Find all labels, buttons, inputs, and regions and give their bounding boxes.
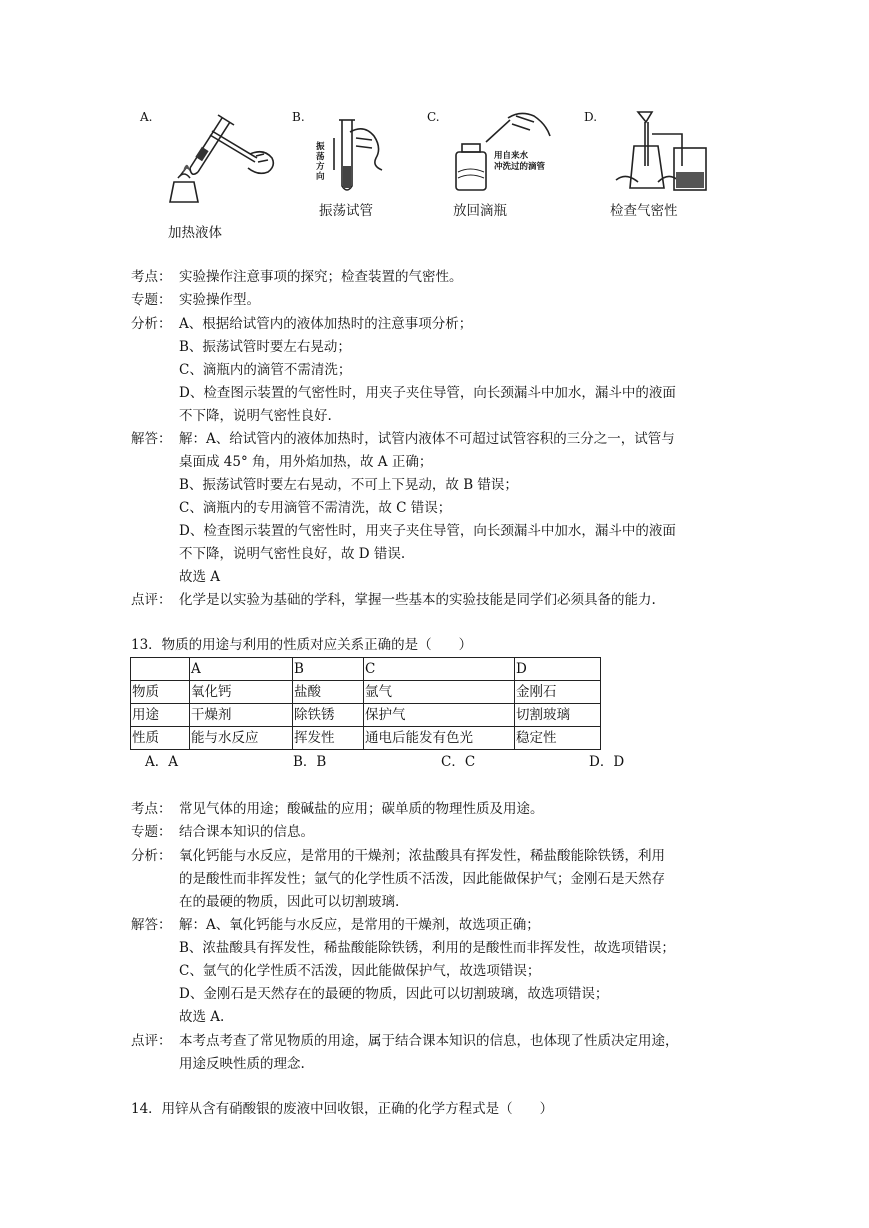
q12-jieda-line: 不下降，说明气密性良好，故 D 错误. <box>179 546 406 562</box>
dropper-label-line2: 冲洗过的滴管 <box>494 162 546 172</box>
q12-zhuanti-text: 实验操作型。 <box>179 292 260 308</box>
q13-jieda-line: 故选 A. <box>179 1009 225 1025</box>
dropper-label-line1: 用自来水 <box>494 151 529 161</box>
option-c-letter: C. <box>427 110 440 124</box>
q12-fenxi-line: B、振荡试管时要左右晃动； <box>179 339 351 355</box>
q12-jieda-line: 故选 A <box>179 569 221 585</box>
option-a-caption: 加热液体 <box>168 225 222 241</box>
q13-table <box>130 657 601 750</box>
q12-dianping-row <box>131 589 656 611</box>
q13-dianping-line: 用途反映性质的理念. <box>179 1056 305 1072</box>
q12-jieda-line: C、滴瓶内的专用滴管不需清洗，故 C 错误； <box>179 500 452 516</box>
table-cell: 物质 <box>131 681 190 704</box>
q12-fenxi-line: A、根据给试管内的液体加热时的注意事项分析； <box>179 316 473 332</box>
table-row <box>131 681 601 704</box>
shake-direction-label: 振荡方向 <box>316 142 325 182</box>
table-row <box>131 704 601 727</box>
table-cell: 除铁锈 <box>293 704 364 727</box>
q12-kaodian-row <box>131 266 463 288</box>
dropper-label <box>494 151 545 173</box>
q12-kaodian-label: 考点： <box>131 269 172 285</box>
q13-choice-d: D．D <box>589 754 625 770</box>
q13-zhuanti-text: 结合课本知识的信息。 <box>179 824 314 840</box>
table-cell: C <box>364 658 515 681</box>
q13-kaodian-row <box>131 798 544 820</box>
table-cell: 通电后能发有色光 <box>364 727 515 750</box>
table-cell: 金刚石 <box>515 681 601 704</box>
table-cell: D <box>515 658 601 681</box>
option-b-caption: 振荡试管 <box>319 203 373 219</box>
table-cell: 盐酸 <box>293 681 364 704</box>
q12-jieda-line: B、振荡试管时要左右晃动，不可上下晃动，故 B 错误； <box>179 477 518 493</box>
table-cell: 用途 <box>131 704 190 727</box>
table-cell: 稳定性 <box>515 727 601 750</box>
table-cell: 氩气 <box>364 681 515 704</box>
table-cell: 保护气 <box>364 704 515 727</box>
heating-liquid-illustration <box>160 110 280 206</box>
q13-jieda-line: B、浓盐酸具有挥发性，稀盐酸能除铁锈，利用的是酸性而非挥发性，故选项错误； <box>179 940 675 956</box>
table-cell: A <box>190 658 293 681</box>
option-b-letter: B. <box>292 110 305 124</box>
q12-zhuanti-row <box>131 289 260 311</box>
table-cell: 氧化钙 <box>190 681 293 704</box>
q12-fenxi-line: 不下降，说明气密性良好. <box>179 408 332 424</box>
table-cell: 干燥剂 <box>190 704 293 727</box>
q13-fenxi-label: 分析： <box>131 848 172 864</box>
table-header-row <box>131 658 601 681</box>
airtightness-check-illustration <box>608 106 718 196</box>
q13-jieda-label: 解答： <box>131 917 172 933</box>
q12-jieda-label: 解答： <box>131 431 172 447</box>
q12-jieda-line: 解：A、给试管内的液体加热时，试管内液体不可超过试管容积的三分之一，试管与 <box>179 431 675 447</box>
q12-fenxi-line: D、检查图示装置的气密性时，用夹子夹住导管，向长颈漏斗中加水，漏斗中的液面 <box>179 385 676 401</box>
q12-fenxi-line: C、滴瓶内的滴管不需清洗； <box>179 362 352 378</box>
table-cell: 挥发性 <box>293 727 364 750</box>
table-cell <box>131 658 190 681</box>
option-d-letter: D. <box>584 110 598 124</box>
table-row <box>131 727 601 750</box>
option-a-letter: A. <box>140 110 153 124</box>
q13-choice-a: A．A <box>145 754 178 770</box>
option-c-caption: 放回滴瓶 <box>453 203 507 219</box>
q13-zhuanti-row <box>131 821 314 843</box>
q13-fenxi-line: 在的最硬的物质，因此可以切割玻璃. <box>179 894 400 910</box>
q13-choice-c: C．C <box>441 754 476 770</box>
q13-zhuanti-label: 专题： <box>131 824 172 840</box>
q12-dianping-text: 化学是以实验为基础的学科，掌握一些基本的实验技能是同学们必须具备的能力. <box>179 592 656 608</box>
q13-fenxi-line: 氧化钙能与水反应，是常用的干燥剂；浓盐酸具有挥发性，稀盐酸能除铁锈，利用 <box>179 848 665 864</box>
q12-kaodian-text: 实验操作注意事项的探究；检查装置的气密性。 <box>179 269 463 285</box>
table-cell: 能与水反应 <box>190 727 293 750</box>
q13-kaodian-text: 常见气体的用途；酸碱盐的应用；碳单质的物理性质及用途。 <box>179 801 544 817</box>
q14-question: 14．用锌从含有硝酸银的废液中回收银，正确的化学方程式是（ ） <box>131 1101 554 1117</box>
q13-jieda-line: 解：A、氧化钙能与水反应，是常用的干燥剂，故选项正确； <box>179 917 540 933</box>
q13-kaodian-label: 考点： <box>131 801 172 817</box>
q12-jieda-line: D、检查图示装置的气密性时，用夹子夹住导管，向长颈漏斗中加水，漏斗中的液面 <box>179 523 676 539</box>
option-d-caption: 检查气密性 <box>610 203 678 219</box>
q12-fenxi-label: 分析： <box>131 316 172 332</box>
table-cell: B <box>293 658 364 681</box>
table-cell: 性质 <box>131 727 190 750</box>
q12-zhuanti-label: 专题： <box>131 292 172 308</box>
q12-jieda-line: 桌面成 45° 角，用外焰加热，故 A 正确； <box>179 454 433 470</box>
q13-dianping-label: 点评： <box>131 1033 172 1049</box>
q13-fenxi-line: 的是酸性而非挥发性；氩气的化学性质不活泼，因此能做保护气；金刚石是天然存 <box>179 871 665 887</box>
q13-dianping-line: 本考点考查了常见物质的用途，属于结合课本知识的信息，也体现了性质决定用途， <box>179 1033 679 1049</box>
q13-jieda-line: D、金刚石是天然存在的最硬的物质，因此可以切割玻璃，故选项错误； <box>179 986 609 1002</box>
q13-choice-b: B．B <box>293 754 327 770</box>
q13-jieda-line: C、氩气的化学性质不活泼，因此能做保护气，故选项错误； <box>179 963 541 979</box>
q12-dianping-label: 点评： <box>131 592 172 608</box>
table-cell: 切割玻璃 <box>515 704 601 727</box>
q13-question: 13．物质的用途与利用的性质对应关系正确的是（ ） <box>131 637 473 653</box>
